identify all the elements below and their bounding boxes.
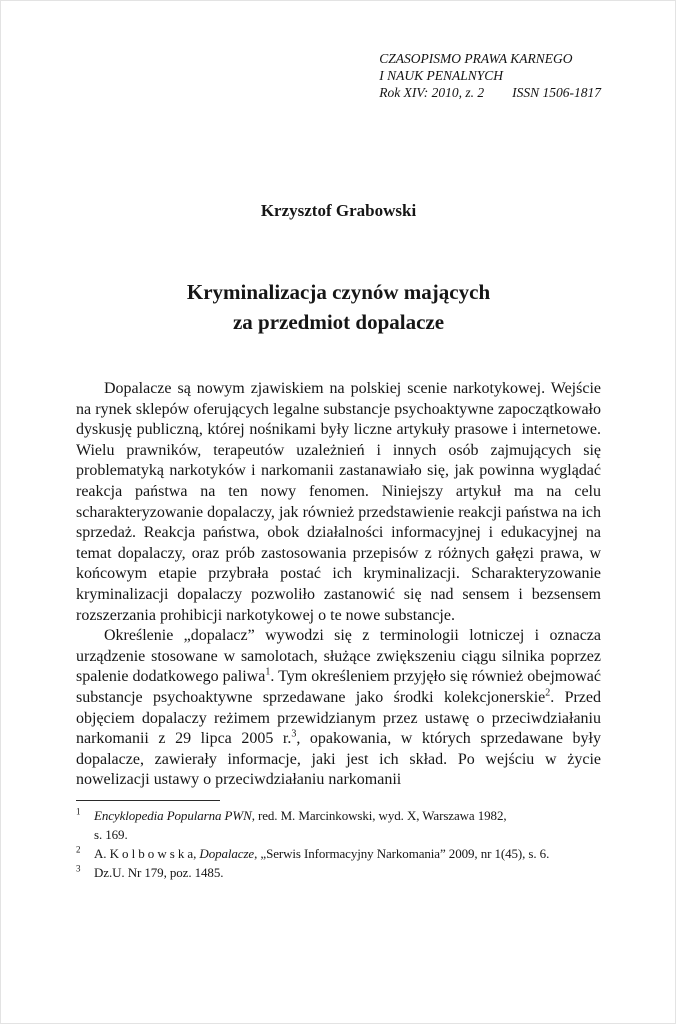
article-title — [76, 277, 601, 337]
article-title-line-1: Kryminalizacja czynów mających — [186, 280, 491, 304]
footnote-3-detail: Dz.U. Nr 179, poz. 1485. — [94, 864, 224, 880]
journal-title-line-1: CZASOPISMO PRAWA KARNEGO — [379, 51, 573, 66]
paragraph-2-segment-1: Określenie „dopalacz” wywodzi się z terminologii lotniczej i oznacza urządzenie stosowane w samolotach, służące zwiększeniu ciągu silnika poprzez spalenie dodatkowego paliwa — [76, 627, 601, 686]
footnote-3 — [76, 863, 601, 882]
journal-header — [379, 50, 601, 101]
footnote-2-marker: 2 — [76, 844, 81, 855]
paragraph-2-segment-3: . Przed objęciem dopalaczy reżimem przewidzianym przez ustawę o przeciwdziałaniu narkomanii z 29 lipca 2005 r. — [76, 688, 601, 748]
author-name: Krzysztof Grabowski — [260, 201, 417, 220]
footnote-1-text — [94, 806, 601, 844]
footnote-3-marker: 3 — [76, 863, 81, 874]
article-title-line-2: za przedmiot dopalacze — [232, 310, 445, 334]
footnote-2-author: A. K o l b o w s k a, — [94, 845, 200, 861]
journal-title-line-2: I NAUK PENALNYCH — [379, 68, 504, 83]
journal-volume: Rok XIV: 2010, z. 2 — [379, 85, 485, 100]
footnote-2-text — [94, 844, 601, 863]
footnote-separator-rule — [76, 800, 220, 801]
footnote-2-detail: , „Serwis Informacyjny Narkomania” 2009, nr 1(45), s. 6. — [254, 845, 550, 861]
footnote-3-text — [94, 863, 601, 882]
article-body — [76, 379, 601, 791]
paragraph-2 — [76, 626, 601, 791]
footnote-2-source-title: Dopalacze — [199, 845, 255, 861]
journal-meta-line — [379, 84, 601, 101]
footnote-ref-1: 1 — [265, 666, 271, 678]
footnote-ref-2: 2 — [545, 687, 551, 699]
footnote-ref-3: 3 — [291, 728, 297, 740]
footnotes-block — [76, 806, 601, 882]
footnote-1-page: s. 169. — [94, 826, 128, 842]
footnote-1-detail: , red. M. Marcinkowski, wyd. X, Warszawa 1982, — [251, 807, 507, 823]
journal-issn: ISSN 1506-1817 — [512, 85, 601, 100]
paragraph-2-segment-4: , opakowania, w których sprzedawane były dopalacze, zawierały informacje, jaki jest ich skład. Po wejściu w życie nowelizacji ustawy o przeciwdziałaniu narkomanii — [76, 730, 602, 789]
footnote-1 — [76, 806, 601, 844]
paragraph-2-segment-2: . Tym określeniem przyjęło się również obejmować substancje psychoaktywne sprzedawane jako środki kolekcjonerskie — [76, 668, 602, 706]
footnote-2 — [76, 844, 601, 863]
paragraph-1: Dopalacze są nowym zjawiskiem na polskiej scenie narkotykowej. Wejście na rynek sklepów oferujących legalne substancje psychoaktywne zapoczątkowało dyskusję publiczną, której nośnikami były liczne artykuły prasowe i internetowe. Wielu prawników, terapeutów uzależnień i innych osób zajmujących się problematyką narkotyków i narkomanii zastanawiało się, jak powinna wyglądać reakcja państwa na ten nowy fenomen. Niniejszy artykuł ma na celu scharakteryzowanie dopalaczy, jak również przedstawienie reakcji państwa na ich sprzedaż. Reakcja państwa, obok działalności informacyjnej i edukacyjnej na temat dopalaczy, oraz prób zastosowania przepisów z różnych gałęzi prawa, w końcowym etapie przybrała postać ich kryminalizacji. Scharakteryzowanie kryminalizacji dopalaczy pozwoliło zastanowić się nad sensem i bezsensem rozszerzania prohibicji narkotykowej o te nowe substancje. — [76, 380, 601, 624]
footnote-1-source-title: Encyklopedia Popularna PWN — [94, 807, 252, 823]
footnote-1-marker: 1 — [76, 806, 81, 817]
